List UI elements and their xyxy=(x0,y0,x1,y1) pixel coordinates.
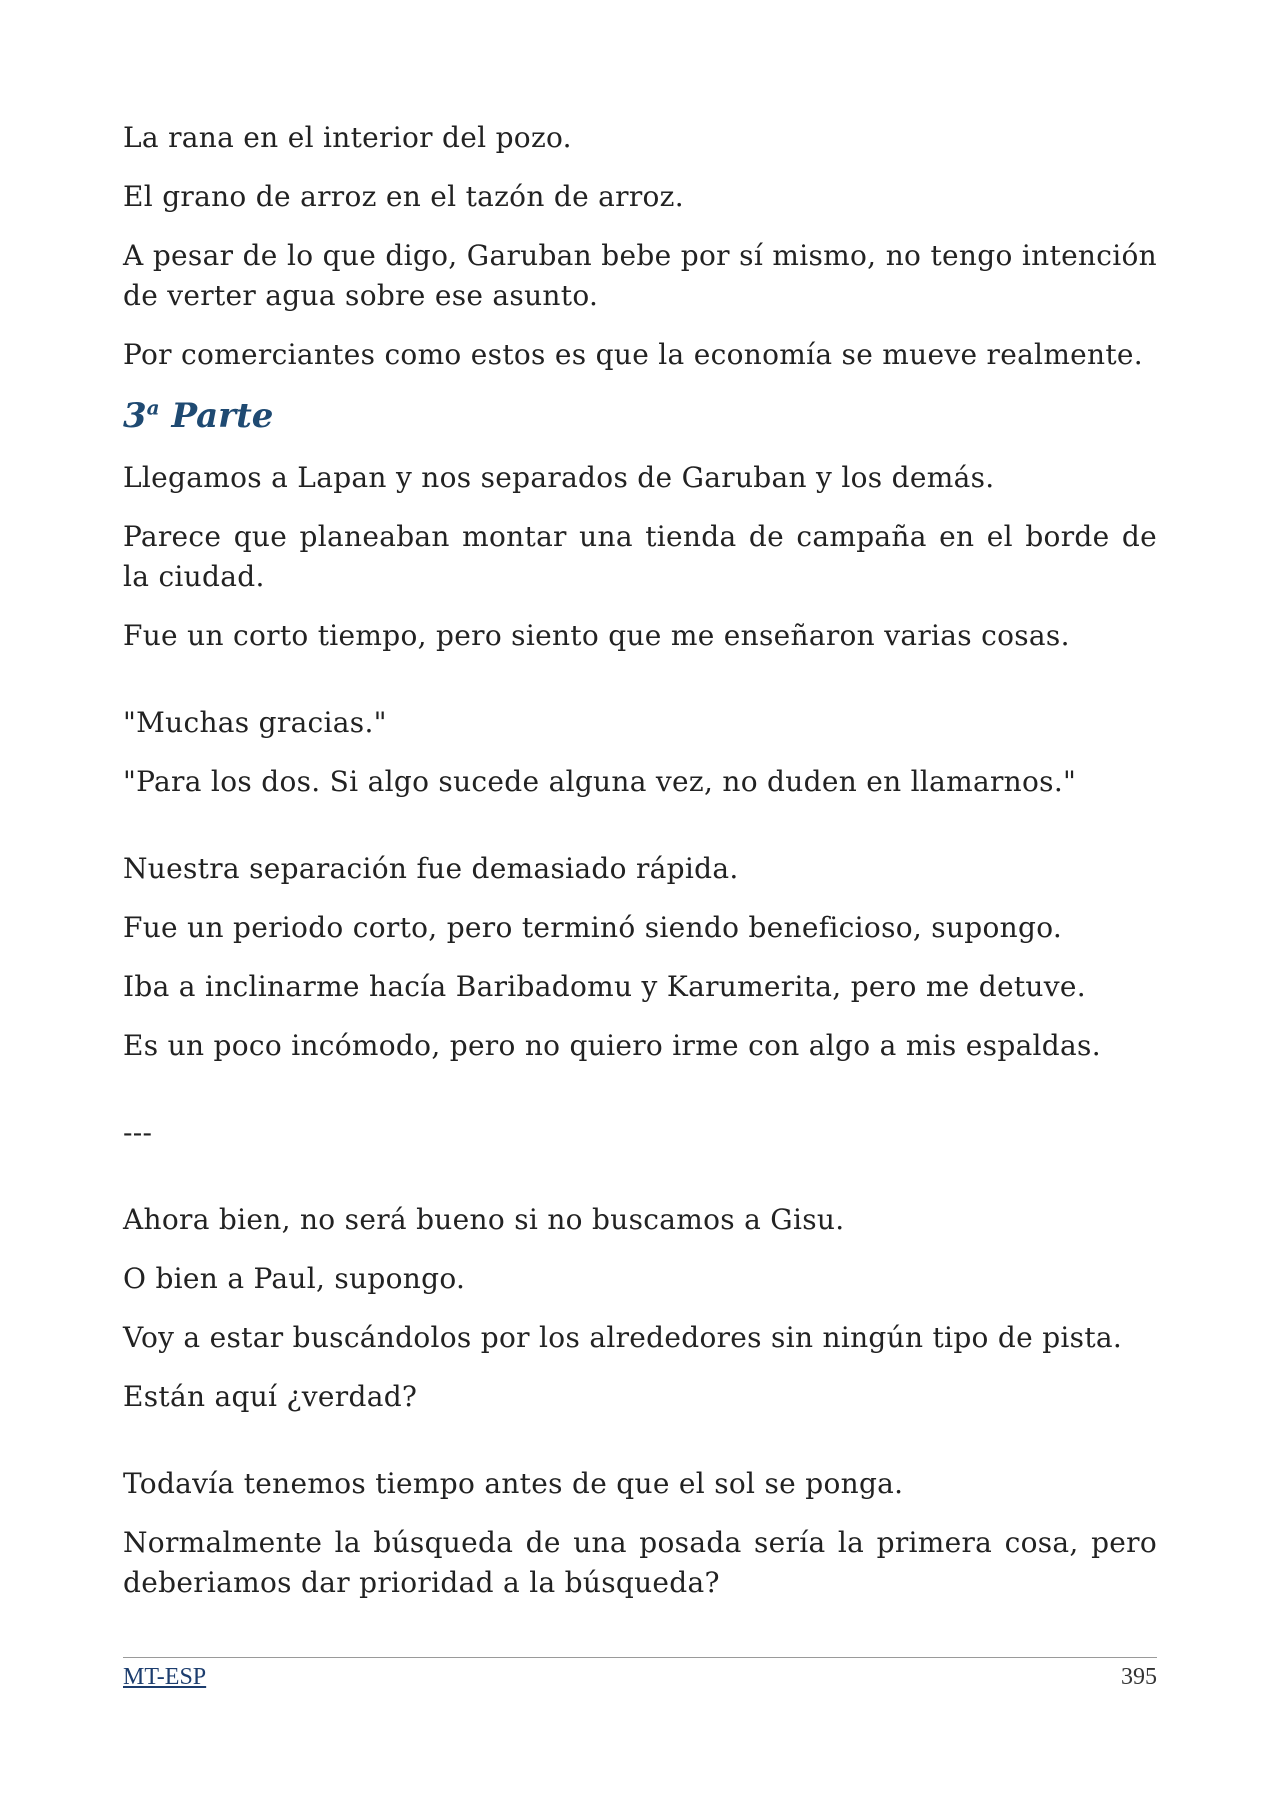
scene-separator: --- xyxy=(123,1116,153,1149)
page-footer xyxy=(123,1657,1157,1692)
heading-superscript: a xyxy=(146,395,160,420)
paragraph: Normalmente la búsqueda de una posada sería la primera cosa, pero deberiamos dar prioridad a la búsqueda? xyxy=(123,1526,1157,1599)
paragraph: Fue un corto tiempo, pero siento que me enseñaron varias cosas. xyxy=(123,619,1070,652)
blank-line xyxy=(123,1436,1157,1464)
paragraph: Voy a estar buscándolos por los alrededores sin ningún tipo de pista. xyxy=(123,1321,1123,1354)
paragraph: O bien a Paul, supongo. xyxy=(123,1262,466,1295)
footer-link[interactable]: MT-ESP xyxy=(123,1664,207,1690)
paragraph: A pesar de lo que digo, Garuban bebe por sí mismo, no tengo intención de verter agua sobre ese asunto. xyxy=(123,239,1157,312)
paragraph: Es un poco incómodo, pero no quiero irme con algo a mis espaldas. xyxy=(123,1029,1101,1062)
paragraph: Nuestra separación fue demasiado rápida. xyxy=(123,852,739,885)
paragraph: Por comerciantes como estos es que la economía se mueve realmente. xyxy=(123,338,1143,371)
paragraph: Ahora bien, no será bueno si no buscamos a Gisu. xyxy=(123,1203,845,1236)
paragraph: Están aquí ¿verdad? xyxy=(123,1380,418,1413)
blank-line xyxy=(123,1085,1157,1113)
blank-line xyxy=(123,821,1157,849)
paragraph: Llegamos a Lapan y nos separados de Garuban y los demás. xyxy=(123,461,995,494)
dialogue-line: "Para los dos. Si algo sucede alguna vez, no duden en llamarnos." xyxy=(123,765,1077,798)
page-number: 395 xyxy=(1121,1664,1157,1690)
blank-line xyxy=(123,675,1157,703)
dialogue-line: "Muchas gracias." xyxy=(123,706,387,739)
paragraph: Parece que planeaban montar una tienda de campaña en el borde de la ciudad. xyxy=(123,520,1157,593)
paragraph: El grano de arroz en el tazón de arroz. xyxy=(123,180,684,213)
section-heading xyxy=(123,394,1157,438)
heading-number: 3 xyxy=(123,396,147,436)
paragraph: La rana en el interior del pozo. xyxy=(123,121,572,154)
page-content xyxy=(123,118,1157,1622)
paragraph: Iba a inclinarme hacía Baribadomu y Karumerita, pero me detuve. xyxy=(123,970,1086,1003)
paragraph: Fue un periodo corto, pero terminó siendo beneficioso, supongo. xyxy=(123,911,1063,944)
heading-word: Parte xyxy=(171,396,274,436)
blank-line xyxy=(123,1172,1157,1200)
paragraph: Todavía tenemos tiempo antes de que el sol se ponga. xyxy=(123,1467,904,1500)
